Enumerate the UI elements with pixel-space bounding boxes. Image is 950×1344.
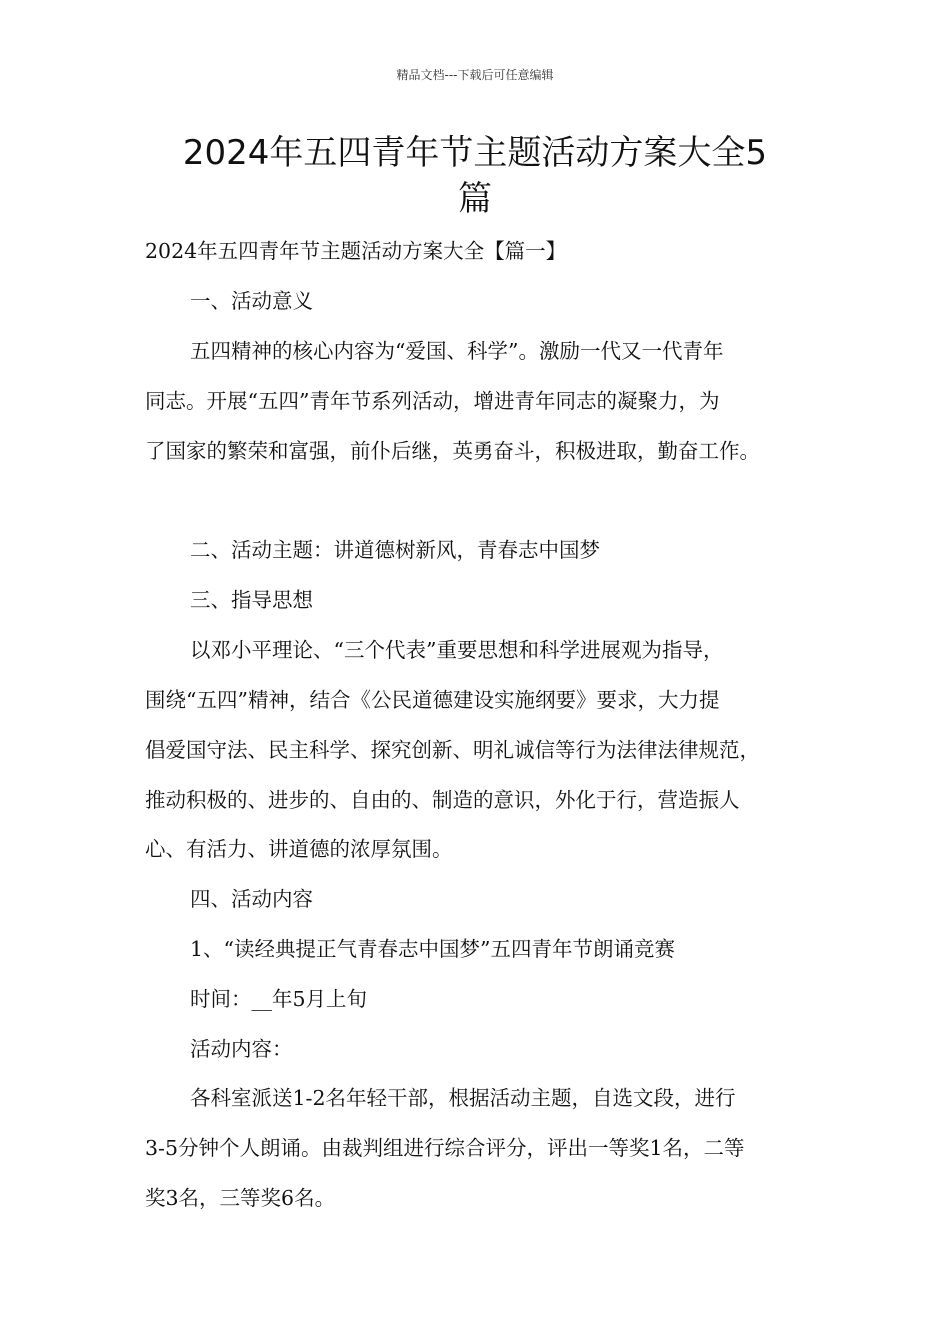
activity-content-label: 活动内容： bbox=[190, 1037, 293, 1061]
page-header: 精品文档---下载后可任意编辑 bbox=[396, 68, 554, 82]
paragraph-line: 同志。开展“五四”青年节系列活动，增进青年同志的凝聚力，为 bbox=[145, 389, 720, 413]
activity-time: 时间：__年5月上旬 bbox=[190, 987, 368, 1011]
section-2-heading: 二、活动主题：讲道德树新风，青春志中国梦 bbox=[190, 538, 600, 562]
paragraph-line: 3-5分钟个人朗诵。由裁判组进行综合评分，评出一等奖1名，二等 bbox=[145, 1136, 745, 1160]
paragraph-line: 以邓小平理论、“三个代表”重要思想和科学进展观为指导， bbox=[190, 638, 724, 662]
title-line-2: 篇 bbox=[458, 179, 492, 219]
paragraph-line: 了国家的繁荣和富强，前仆后继，英勇奋斗，积极进取，勤奋工作。 bbox=[145, 439, 760, 463]
section-3-heading: 三、指导思想 bbox=[190, 588, 313, 612]
paragraph-line: 奖3名，三等奖6名。 bbox=[145, 1186, 336, 1210]
section-4-heading: 四、活动内容 bbox=[190, 887, 313, 911]
paragraph-line: 心、有活力、讲道德的浓厚氛围。 bbox=[145, 837, 453, 861]
activity-item-title: 1、“读经典提正气青春志中国梦”五四青年节朗诵竞赛 bbox=[190, 937, 676, 961]
section-1-heading: 一、活动意义 bbox=[190, 289, 313, 313]
paragraph-line: 围绕“五四”精神，结合《公民道德建设实施纲要》要求，大力提 bbox=[145, 688, 720, 712]
section-subtitle: 2024年五四青年节主题活动方案大全【篇一】 bbox=[145, 239, 567, 263]
paragraph-line: 五四精神的核心内容为“爱国、科学”。激励一代又一代青年 bbox=[190, 339, 724, 363]
document-title bbox=[140, 130, 810, 222]
paragraph-line: 推动积极的、进步的、自由的、制造的意识，外化于行，营造振人 bbox=[145, 788, 740, 812]
paragraph-line: 各科室派送1-2名年轻干部，根据活动主题，自选文段，进行 bbox=[190, 1086, 736, 1110]
paragraph-line: 倡爱国守法、民主科学、探究创新、明礼诚信等行为法律法律规范， bbox=[145, 738, 760, 762]
title-line-1: 2024年五四青年节主题活动方案大全5 bbox=[182, 133, 768, 173]
